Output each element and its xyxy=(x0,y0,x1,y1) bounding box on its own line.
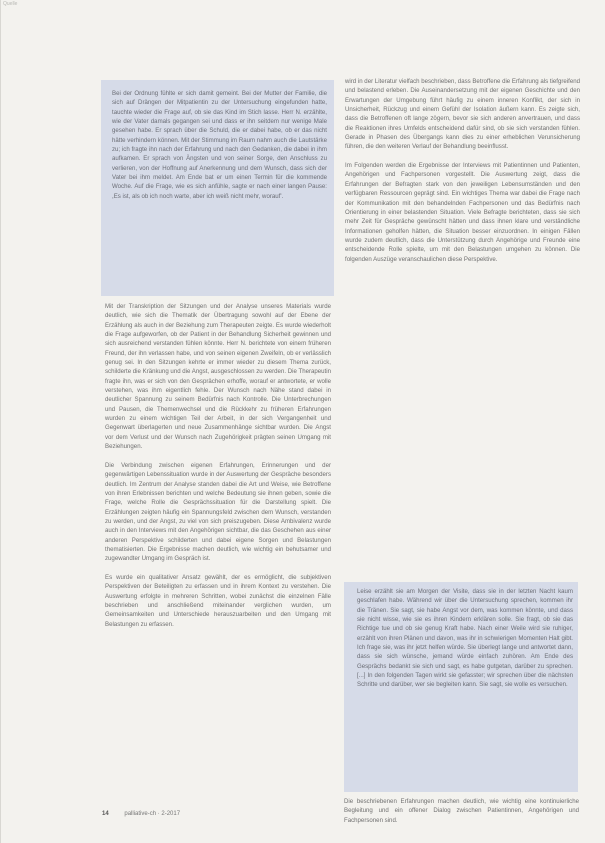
right-paragraph-closing: Die beschriebenen Erfahrungen machen deutlich, wie wichtig eine kontinuierliche Begleitung und ein offener Dialog zwischen Patientinnen, Angehörigen und Fachpersonen sind. xyxy=(344,798,579,824)
right-paragraph-2: Im Folgenden werden die Ergebnisse der Interviews mit Patientinnen und Patienten, Angehörigen und Fachpersonen vorgestellt. Die Auswertung zeigt, dass die Erfahrungen der Befragten stark von den jeweiligen Lebensumständen und den verfügbaren Ressourcen geprägt sind. Ein wichtiges Thema war dabei die Frage nach der Kommunikation mit den behandelnden Fachpersonen und das Bedürfnis nach Orientierung in einer belastenden Situation. Viele Befragte berichteten, dass sie sich mehr Zeit für Gespräche gewünscht hätten und dass ihnen klare und verständliche Informationen geholfen hätten, die Situation besser einzuordnen. In einigen Fällen wurde zudem deutlich, dass die Unterstützung durch Angehörige und Freunde eine entscheidende Rolle spielte, um mit den Belastungen umgehen zu können. Die folgenden Auszüge veranschaulichen diese Perspektive. xyxy=(345,162,580,263)
left-paragraph-3: Es wurde ein qualitativer Ansatz gewählt, der es ermöglicht, die subjektiven Perspektiven der Beteiligten zu erfassen und in ihrem Kontext zu verstehen. Die Auswertung erfolgte in mehreren Schritten, wobei zunächst die einzelnen Fälle beschrieben und anschließend miteinander verglichen wurden, um Gemeinsamkeiten und Unterschiede herauszuarbeiten und den Umgang mit Belastungen zu erfassen. xyxy=(105,574,331,628)
left-column-body xyxy=(105,302,331,629)
right-paragraph-1: wird in der Literatur vielfach beschrieben, dass Betroffene die Erfahrung als tiefgreifend und belastend erleben. Die Auseinandersetzung mit der eigenen Geschichte und den Erwartungen der Umgebung führt häufig zu einem inneren Konflikt, der sich in Unsicherheit, Rückzug und einem Gefühl der Isolation äußern kann. Es zeigte sich, dass die Betroffenen oft lange zögern, bevor sie sich anderen anvertrauen, und dass die Reaktionen ihres Umfelds entscheidend dafür sind, ob sie sich verstanden fühlen. Gerade in Phasen des Übergangs kann dies zu einer erheblichen Verunsicherung führen, die den weiteren Verlauf der Behandlung beeinflusst. xyxy=(345,78,580,151)
quote-box-right xyxy=(344,582,578,792)
right-column-top xyxy=(345,77,580,264)
quote-box-right-text: Leise erzählt sie am Morgen der Visite, dass sie in der letzten Nacht kaum geschlafen habe. Während wir über die Untersuchung sprechen, kommen ihr die Tränen. Sie sagt, sie habe Angst vor dem, was kommen könnte, und dass sie nicht wisse, wie sie es ihren Kindern erklären solle. Sie fragt, ob sie das Richtige tue und ob sie genug Kraft habe. Nach einer Weile wird sie ruhiger, erzählt von ihren Plänen und davon, was ihr in schwierigen Momenten Halt gibt. Ich frage sie, was ihr jetzt helfen würde. Sie überlegt lange und antwortet dann, dass sie sich wünsche, jemand würde einfach zuhören. Am Ende des Gesprächs bedankt sie sich und sagt, es habe gutgetan, darüber zu sprechen. [...] In den folgenden Tagen wirkt sie gefasster; wir sprechen über die nächsten Schritte und darüber, wer sie begleiten kann. Sie sagt, sie wolle es versuchen. xyxy=(357,588,573,689)
corner-mark: Quelle xyxy=(3,1,18,7)
right-column-bottom xyxy=(344,797,579,825)
quote-box-left-text: Bei der Ordnung fühlte er sich damit gemeint. Bei der Mutter der Familie, die sich auf Drängen der Mitpatientin zu der Untersuchung eingefunden hatte, tauchte wieder die Frage auf, ob sie das Kind im Stich lasse. Herr N. erzählte, wie der Vater damals gegangen sei und dass er ihn seitdem nur wenige Male gesehen habe. Er sprach über die Schuld, die er dabei habe, ob er das nicht hätte verhindern können. Mit der Stimmung im Raum nahm auch die Lautstärke zu; ich fragte ihn nach der Erfahrung und nach den Gedanken, die dabei in ihm aufkamen. Er sprach von Ängsten und von seiner Sorge, den Anschluss zu verlieren, von der Hoffnung auf Anerkennung und dem Wunsch, dass sich der Vater bei ihm meldet. Am Ende bat er um einen Termin für die kommende Woche. Auf die Frage, wie es sich anfühle, sagte er nach einer langen Pause: ,Es ist, als ob ich noch warte, aber ich weiß nicht mehr, worauf'. xyxy=(112,90,327,200)
left-paragraph-1: Mit der Transkription der Sitzungen und der Analyse unseres Materials wurde deutlich, wie sich die Thematik der Übertragung sowohl auf der Ebene der Erzählung als auch in der Beziehung zum Therapeuten zeigte. Es wurde wiederholt die Frage aufgeworfen, ob der Patient in der Behandlung Sicherheit gewinnen und sich ausreichend verstanden fühlen könnte. Herr N. berichtete von einem früheren Freund, der ihn verlassen habe, und von seinen eigenen Zweifeln, ob er verlässlich genug sei. In den Sitzungen kehrte er immer wieder zu diesem Thema zurück, schilderte die Kränkung und die Angst, ausgeschlossen zu werden. Die Therapeutin fragte ihn, was er sich von den Gesprächen erhoffe, worauf er antwortete, er wolle verstehen, was ihm eigentlich fehle. Der Wunsch nach Nähe stand dabei in deutlicher Spannung zu seinem Bedürfnis nach Kontrolle. Die Unterbrechungen und Pausen, die Themenwechsel und die Rückkehr zu früheren Erfahrungen wurden zu einem wichtigen Teil der Arbeit, in der sich Vergangenheit und Gegenwart überlagerten und neue Zusammenhänge sichtbar wurden. Die Angst vor dem Verlust und der Wunsch nach Zugehörigkeit prägten seinen Umgang mit Beziehungen. xyxy=(105,303,331,451)
quote-box-left xyxy=(101,80,334,296)
page-footer xyxy=(102,811,180,817)
page-number: 14 xyxy=(102,811,109,817)
left-paragraph-2: Die Verbindung zwischen eigenen Erfahrungen, Erinnerungen und der gegenwärtigen Lebenssituation wurde in der Auswertung der Gespräche besonders deutlich. Im Zentrum der Analyse standen dabei die Art und Weise, wie Betroffene von ihren Erlebnissen berichten und welche Bedeutung sie ihnen geben, sowie die Frage, welche Rolle die Gesprächssituation für die Darstellung spielt. Die Erzählungen zeigten häufig ein Spannungsfeld zwischen dem Wunsch, verstanden zu werden, und der Angst, zu viel von sich preiszugeben. Diese Ambivalenz wurde auch in den Interviews mit den Angehörigen sichtbar, die das Geschehen aus einer anderen Perspektive schilderten und dabei eigene Sorgen und Belastungen thematisierten. Die Ergebnisse machen deutlich, wie wichtig ein behutsamer und zugewandter Umgang im Gespräch ist. xyxy=(105,461,331,563)
journal-issue: palliative-ch · 2-2017 xyxy=(124,811,181,817)
